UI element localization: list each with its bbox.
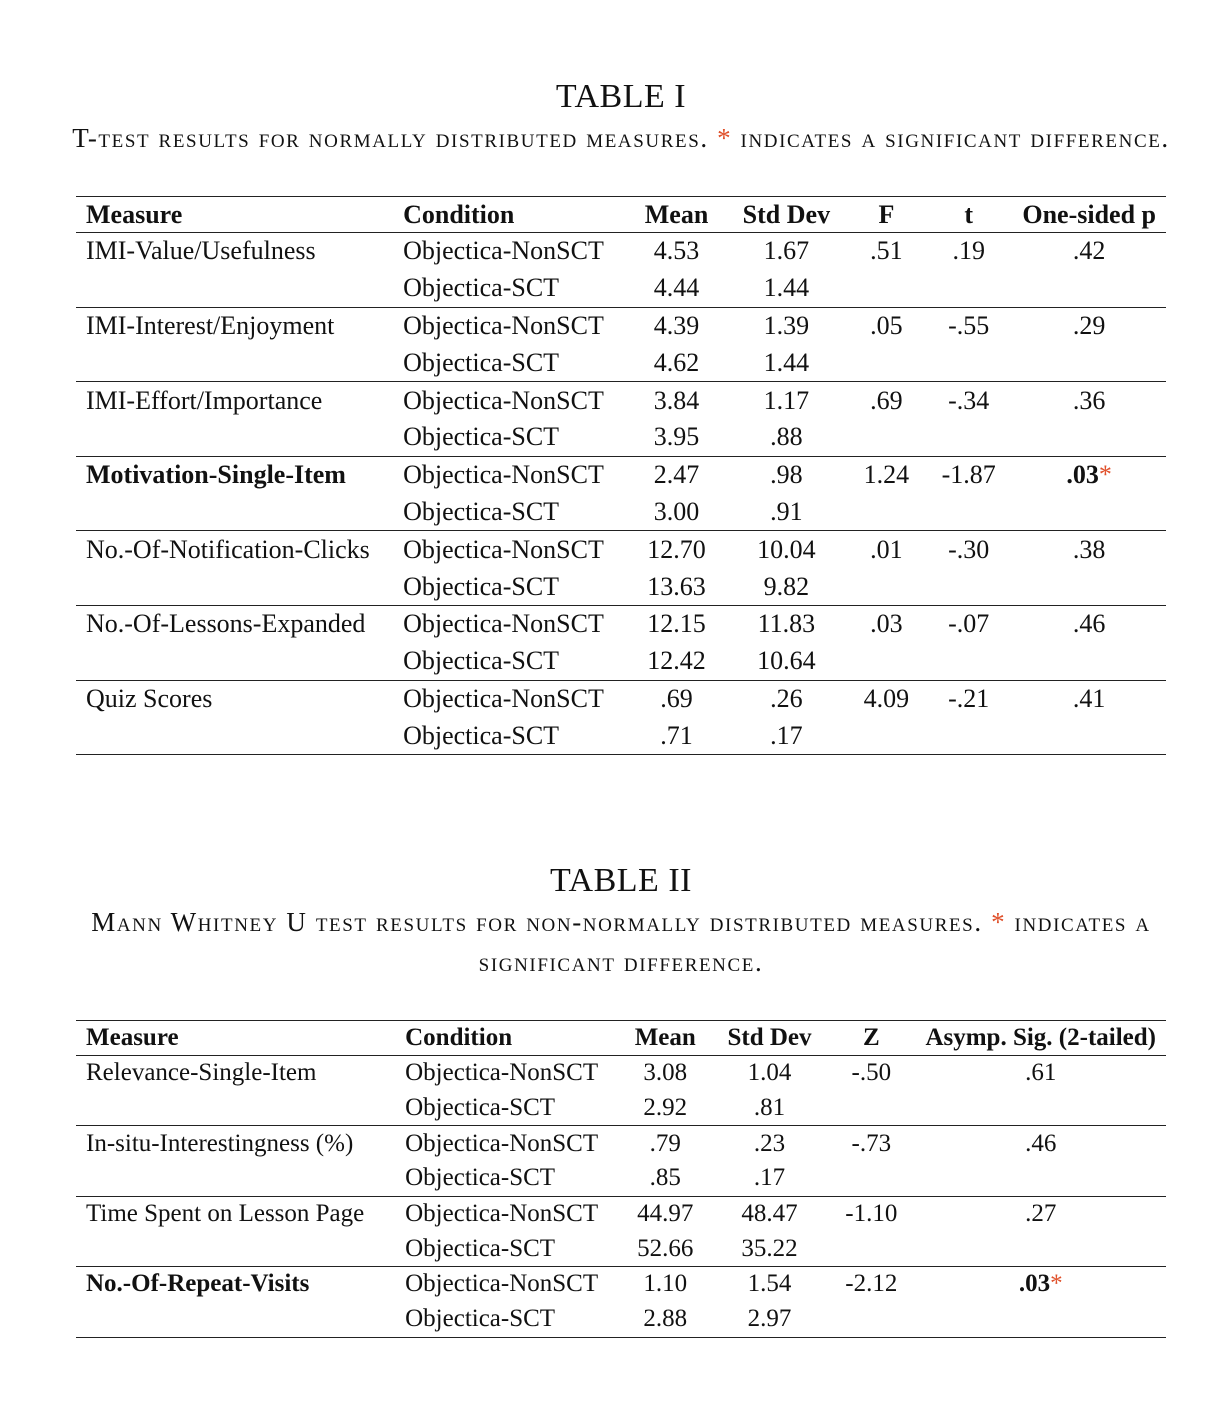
f-cell: .01	[870, 534, 903, 564]
std-dev-cell: .17	[725, 717, 848, 754]
p-value-cell	[1012, 680, 1166, 717]
std-dev-cell: 1.17	[763, 385, 810, 415]
t-cell-empty	[925, 643, 1012, 680]
std-dev-cell: .98	[770, 460, 803, 490]
std-dev-cell: .81	[712, 1091, 827, 1126]
p-value-cell	[1012, 233, 1166, 270]
t-cell-empty	[925, 270, 1012, 307]
mean-cell: .71	[628, 717, 725, 754]
t-cell: -.34	[948, 385, 990, 415]
f-cell-empty	[848, 568, 925, 605]
header-measure: Measure	[76, 1021, 395, 1056]
std-dev-cell: 1.39	[763, 310, 810, 340]
condition-cell: Objectica-NonSCT	[403, 683, 604, 713]
t-cell: -.30	[948, 534, 990, 564]
std-dev-cell: .91	[725, 494, 848, 531]
z-cell: -1.10	[845, 1200, 898, 1228]
p-value: .03	[1066, 460, 1099, 490]
f-cell: 4.09	[863, 683, 910, 713]
z-cell-empty	[827, 1231, 915, 1266]
std-dev-cell: 11.83	[757, 609, 816, 639]
measure-cell: No.-Of-Repeat-Visits	[86, 1270, 310, 1298]
table-1-caption-post: indicates a significant difference.	[732, 123, 1170, 153]
sig-cell-empty	[915, 1161, 1166, 1196]
t-cell: -.55	[948, 310, 990, 340]
header-condition: Condition	[393, 197, 628, 233]
f-cell-empty	[848, 717, 925, 754]
std-dev-cell: .17	[712, 1161, 827, 1196]
f-cell-empty	[848, 270, 925, 307]
p-value: .42	[1072, 236, 1106, 266]
condition-cell: Objectica-NonSCT	[403, 385, 604, 415]
f-cell-empty	[848, 494, 925, 531]
p-value-cell	[1012, 382, 1166, 419]
condition-cell: Objectica-SCT	[393, 717, 628, 754]
table-1	[72, 78, 1170, 755]
measure-cell-empty	[76, 494, 393, 531]
condition-cell: Objectica-SCT	[395, 1091, 619, 1126]
z-cell: -2.12	[845, 1270, 898, 1298]
z-cell-empty	[827, 1161, 915, 1196]
header-t: t	[925, 197, 1012, 233]
measure-cell-empty	[76, 1161, 395, 1196]
t-cell-empty	[925, 494, 1012, 531]
mean-cell: .79	[649, 1129, 681, 1157]
f-cell-empty	[848, 344, 925, 381]
condition-cell: Objectica-SCT	[395, 1302, 619, 1337]
f-cell: .05	[870, 310, 903, 340]
p-value-cell	[915, 1056, 1166, 1091]
p-value: .29	[1072, 310, 1106, 340]
t-cell-empty	[925, 344, 1012, 381]
std-dev-cell: 10.64	[725, 643, 848, 680]
header-condition: Condition	[395, 1021, 619, 1056]
std-dev-cell: 1.54	[747, 1270, 792, 1298]
mean-cell: 2.92	[619, 1091, 712, 1126]
condition-cell: Objectica-SCT	[393, 344, 628, 381]
mean-cell: 3.95	[628, 419, 725, 456]
p-value-cell	[1012, 307, 1166, 344]
measure-cell-empty	[76, 344, 393, 381]
mean-cell: 4.62	[628, 344, 725, 381]
condition-cell: Objectica-SCT	[393, 270, 628, 307]
significance-star: *	[1050, 1270, 1063, 1298]
measure-cell-empty	[76, 419, 393, 456]
f-cell: .69	[870, 385, 903, 415]
table-row	[76, 1196, 1166, 1231]
header-std-dev: Std Dev	[712, 1021, 827, 1056]
f-cell: .03	[870, 609, 903, 639]
p-cell-empty	[1012, 643, 1166, 680]
measure-cell: Motivation-Single-Item	[86, 460, 346, 490]
std-dev-cell: .26	[770, 683, 803, 713]
std-dev-cell: 48.47	[741, 1200, 798, 1228]
table-2-caption-post: indicates a significant difference.	[478, 907, 1151, 977]
p-cell-empty	[1012, 344, 1166, 381]
table-row	[76, 1056, 1166, 1091]
p-value-cell	[1012, 531, 1166, 568]
table-row	[76, 1231, 1166, 1266]
table-2-caption-pre: Mann Whitney U test results for non-normally distributed measures.	[91, 907, 992, 937]
p-value: .36	[1072, 385, 1106, 415]
std-dev-cell: 9.82	[725, 568, 848, 605]
t-cell-empty	[925, 419, 1012, 456]
condition-cell: Objectica-NonSCT	[403, 534, 604, 564]
std-dev-cell: .23	[753, 1129, 786, 1157]
table-row	[76, 1161, 1166, 1196]
table-row	[76, 1091, 1166, 1126]
table-2-grid	[76, 1020, 1166, 1338]
std-dev-cell: 35.22	[712, 1231, 827, 1266]
measure-cell-empty	[76, 568, 393, 605]
sig-cell-empty	[915, 1231, 1166, 1266]
table-row	[76, 456, 1166, 493]
header-mean: Mean	[619, 1021, 712, 1056]
p-value: .38	[1072, 534, 1106, 564]
table-2-header-row	[76, 1021, 1166, 1056]
table-row	[76, 344, 1166, 381]
mean-cell: 3.08	[643, 1059, 688, 1087]
std-dev-cell: 2.97	[712, 1302, 827, 1337]
z-cell: -.73	[851, 1129, 892, 1157]
f-cell-empty	[848, 419, 925, 456]
condition-cell: Objectica-NonSCT	[403, 310, 604, 340]
sig-cell-empty	[915, 1302, 1166, 1337]
table-row	[76, 270, 1166, 307]
condition-cell: Objectica-SCT	[395, 1231, 619, 1266]
mean-cell: 2.47	[653, 460, 700, 490]
measure-cell: IMI-Value/Usefulness	[86, 236, 316, 266]
header-z: Z	[827, 1021, 915, 1056]
header-measure: Measure	[76, 197, 393, 233]
mean-cell: 13.63	[628, 568, 725, 605]
p-value: .46	[1072, 609, 1106, 639]
header-mean: Mean	[628, 197, 725, 233]
mean-cell: 1.10	[643, 1270, 688, 1298]
mean-cell: 44.97	[637, 1200, 694, 1228]
table-row	[76, 643, 1166, 680]
table-1-grid	[76, 196, 1166, 755]
measure-cell: No.-Of-Notification-Clicks	[86, 534, 370, 564]
p-value-cell	[1012, 605, 1166, 642]
measure-cell: Time Spent on Lesson Page	[86, 1200, 365, 1228]
std-dev-cell: 1.04	[747, 1059, 792, 1087]
mean-cell: 4.53	[653, 236, 700, 266]
condition-cell: Objectica-SCT	[393, 494, 628, 531]
table-row	[76, 531, 1166, 568]
std-dev-cell: 1.67	[763, 236, 810, 266]
header-f: F	[848, 197, 925, 233]
header-one-sided-p: One-sided p	[1012, 197, 1166, 233]
measure-cell-empty	[76, 1091, 395, 1126]
f-cell: .51	[870, 236, 903, 266]
mean-cell: 3.00	[628, 494, 725, 531]
condition-cell: Objectica-SCT	[393, 568, 628, 605]
t-cell: .19	[952, 236, 985, 266]
table-row	[76, 1302, 1166, 1337]
mean-cell: .85	[619, 1161, 712, 1196]
p-cell-empty	[1012, 494, 1166, 531]
measure-cell-empty	[76, 1231, 395, 1266]
table-row	[76, 382, 1166, 419]
std-dev-cell: 1.44	[725, 270, 848, 307]
sig-cell-empty	[915, 1091, 1166, 1126]
condition-cell: Objectica-NonSCT	[403, 609, 604, 639]
table-row	[76, 1267, 1166, 1302]
measure-cell: Relevance-Single-Item	[86, 1059, 317, 1087]
std-dev-cell: 1.44	[725, 344, 848, 381]
z-cell-empty	[827, 1091, 915, 1126]
p-cell-empty	[1012, 568, 1166, 605]
measure-cell: IMI-Effort/Importance	[86, 385, 323, 415]
z-cell: -.50	[851, 1059, 892, 1087]
p-value: .27	[1025, 1200, 1057, 1228]
z-cell-empty	[827, 1302, 915, 1337]
std-dev-cell: 10.04	[757, 534, 816, 564]
p-value-cell	[915, 1267, 1166, 1302]
table-row	[76, 605, 1166, 642]
measure-cell-empty	[76, 270, 393, 307]
p-value: .41	[1072, 683, 1106, 713]
condition-cell: Objectica-NonSCT	[403, 460, 604, 490]
p-value: .46	[1025, 1129, 1057, 1157]
measure-cell-empty	[76, 717, 393, 754]
table-row	[76, 419, 1166, 456]
measure-cell-empty	[76, 1302, 395, 1337]
std-dev-cell: .88	[725, 419, 848, 456]
condition-cell: Objectica-SCT	[393, 419, 628, 456]
mean-cell: 4.39	[653, 310, 700, 340]
table-2	[76, 862, 1166, 1338]
mean-cell: 12.15	[647, 609, 706, 639]
p-value-cell	[1012, 456, 1166, 493]
f-cell: 1.24	[863, 460, 910, 490]
table-row	[76, 233, 1166, 270]
t-cell-empty	[925, 568, 1012, 605]
table-2-caption	[56, 902, 1186, 982]
table-row	[76, 1126, 1166, 1161]
mean-cell: 3.84	[653, 385, 700, 415]
table-row	[76, 494, 1166, 531]
header-std-dev: Std Dev	[725, 197, 848, 233]
table-2-caption-star: *	[991, 907, 1007, 937]
measure-cell: In-situ-Interestingness (%)	[86, 1129, 354, 1157]
header-asymp-sig: Asymp. Sig. (2-tailed)	[915, 1021, 1166, 1056]
t-cell: -.21	[948, 683, 990, 713]
significance-star: *	[1098, 460, 1112, 490]
measure-cell: IMI-Interest/Enjoyment	[86, 310, 335, 340]
p-value: .03	[1018, 1270, 1051, 1298]
mean-cell: 2.88	[619, 1302, 712, 1337]
condition-cell: Objectica-NonSCT	[405, 1200, 599, 1228]
table-row	[76, 568, 1166, 605]
mean-cell: .69	[660, 683, 693, 713]
p-cell-empty	[1012, 270, 1166, 307]
mean-cell: 4.44	[628, 270, 725, 307]
table-1-caption-star: *	[717, 123, 733, 153]
table-row	[76, 680, 1166, 717]
p-value-cell	[915, 1126, 1166, 1161]
p-value: .61	[1025, 1059, 1057, 1087]
t-cell: -.07	[948, 609, 990, 639]
condition-cell: Objectica-NonSCT	[405, 1270, 599, 1298]
p-value-cell	[915, 1196, 1166, 1231]
condition-cell: Objectica-SCT	[393, 643, 628, 680]
table-1-caption	[56, 118, 1186, 158]
mean-cell: 12.42	[628, 643, 725, 680]
p-cell-empty	[1012, 419, 1166, 456]
table-1-number: TABLE I	[555, 78, 687, 115]
table-row	[76, 307, 1166, 344]
t-cell-empty	[925, 717, 1012, 754]
condition-cell: Objectica-SCT	[395, 1161, 619, 1196]
measure-cell-empty	[76, 643, 393, 680]
table-1-header-row	[76, 197, 1166, 233]
mean-cell: 12.70	[647, 534, 706, 564]
table-1-caption-pre: T-test results for normally distributed measures.	[72, 123, 718, 153]
p-cell-empty	[1012, 717, 1166, 754]
f-cell-empty	[848, 643, 925, 680]
condition-cell: Objectica-NonSCT	[405, 1059, 599, 1087]
condition-cell: Objectica-NonSCT	[405, 1129, 599, 1157]
t-cell: -1.87	[941, 460, 996, 490]
table-2-number: TABLE II	[550, 862, 692, 899]
mean-cell: 52.66	[619, 1231, 712, 1266]
condition-cell: Objectica-NonSCT	[403, 236, 604, 266]
measure-cell: No.-Of-Lessons-Expanded	[86, 609, 366, 639]
table-row	[76, 717, 1166, 754]
measure-cell: Quiz Scores	[86, 683, 213, 713]
